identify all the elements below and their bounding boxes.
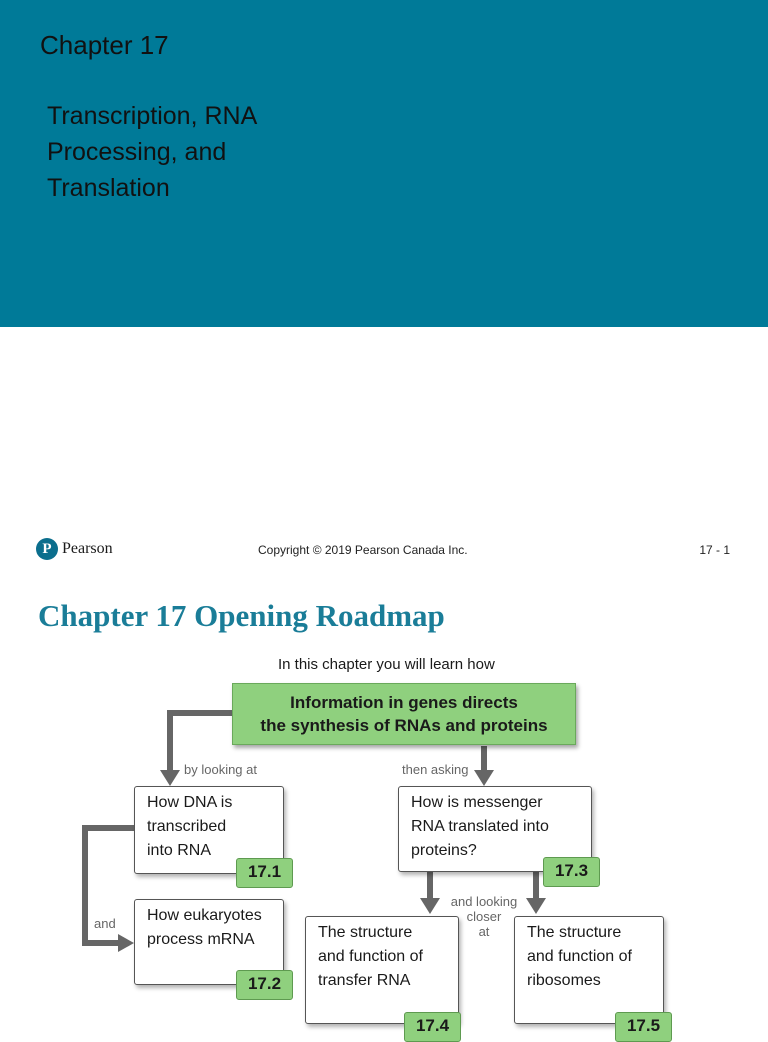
main-idea-line: Information in genes directs	[290, 693, 518, 712]
pearson-logo	[36, 538, 113, 560]
box-line: The structure	[318, 924, 413, 941]
topic-box-17-5	[514, 916, 664, 1024]
copyright-text: Copyright © 2019 Pearson Canada Inc.	[258, 543, 468, 557]
box-line: ribosomes	[527, 972, 601, 989]
slide-title	[47, 98, 257, 206]
roadmap-lead: In this chapter you will learn how	[278, 656, 495, 673]
pearson-p-icon: P	[36, 538, 58, 560]
connector-line: at	[478, 924, 490, 939]
title-banner	[0, 0, 768, 327]
box-line: and function of	[527, 948, 632, 965]
title-line: Transcription, RNA	[47, 102, 258, 130]
connector-and: and	[94, 916, 116, 931]
roadmap-diagram	[0, 650, 768, 1035]
box-line: and function of	[318, 948, 423, 965]
chapter-label: Chapter 17	[40, 30, 169, 60]
box-line: RNA translated into	[411, 818, 549, 835]
main-idea-box	[232, 683, 576, 745]
box-line: transfer RNA	[318, 972, 411, 989]
box-line: process mRNA	[147, 931, 255, 948]
connector-then-asking: then asking	[402, 762, 469, 777]
section-badge-17-1: 17.1	[236, 858, 293, 888]
box-line: How DNA is	[147, 794, 233, 811]
section-badge-17-5: 17.5	[615, 1012, 672, 1042]
section-badge-17-3: 17.3	[543, 857, 600, 887]
page-number: 17 - 1	[699, 543, 730, 557]
pearson-wordmark: Pearson	[62, 540, 113, 557]
connector-line: and looking	[450, 894, 518, 909]
title-line: Processing, and	[47, 138, 227, 166]
box-line: How eukaryotes	[147, 907, 262, 924]
connector-by-looking-at: by looking at	[184, 762, 257, 777]
slide-footer	[0, 538, 768, 568]
section-badge-17-2: 17.2	[236, 970, 293, 1000]
title-line: Translation	[47, 174, 170, 202]
box-line: into RNA	[147, 842, 212, 859]
topic-box-17-4	[305, 916, 459, 1024]
section-badge-17-4: 17.4	[404, 1012, 461, 1042]
box-line: How is messenger	[411, 794, 543, 811]
connector-line: closer	[466, 909, 502, 924]
box-line: proteins?	[411, 842, 477, 859]
main-idea-line: the synthesis of RNAs and proteins	[260, 716, 548, 735]
box-line: transcribed	[147, 818, 227, 835]
box-line: The structure	[527, 924, 622, 941]
roadmap-title: Chapter 17 Opening Roadmap	[38, 598, 445, 633]
